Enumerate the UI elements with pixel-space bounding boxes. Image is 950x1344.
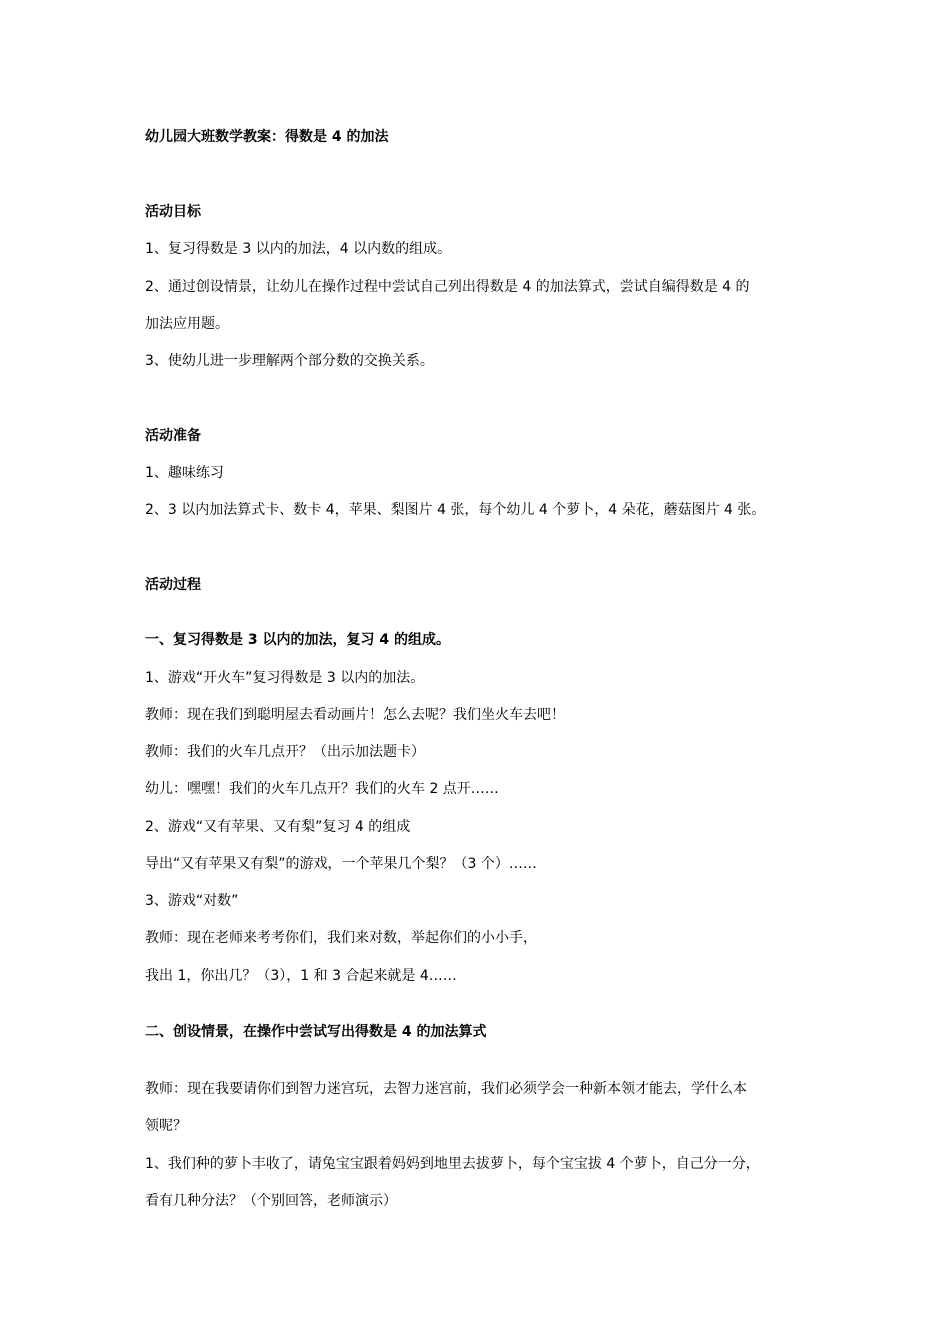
goals-item-2: 2、通过创设情景，让幼儿在操作过程中尝试自己列出得数是 4 的加法算式，尝试自编得数是 4 的 xyxy=(145,279,750,295)
part1-line-6: 导出“又有苹果又有梨”的游戏，一个苹果几个梨？（3 个）…… xyxy=(145,856,537,872)
goals-item-3: 3、使幼儿进一步理解两个部分数的交换关系。 xyxy=(145,353,434,369)
part1-line-5: 2、游戏“又有苹果、又有梨”复习 4 的组成 xyxy=(145,819,411,835)
prep-item-1: 1、趣味练习 xyxy=(145,465,224,481)
part1-heading: 一、复习得数是 3 以内的加法，复习 4 的组成。 xyxy=(145,632,450,648)
part1-line-3: 教师：我们的火车几点开？（出示加法题卡） xyxy=(145,744,425,760)
part2-line-4: 看有几种分法？（个别回答，老师演示） xyxy=(145,1193,397,1209)
part1-line-4: 幼儿：嘿嘿！我们的火车几点开？我们的火车 2 点开…… xyxy=(145,781,499,797)
process-heading: 活动过程 xyxy=(145,577,201,593)
goals-item-1: 1、复习得数是 3 以内的加法，4 以内数的组成。 xyxy=(145,241,452,257)
part2-line-2: 领呢？ xyxy=(145,1118,187,1134)
prep-heading: 活动准备 xyxy=(145,428,201,444)
part1-line-8: 教师：现在老师来考考你们，我们来对数，举起你们的小小手， xyxy=(145,930,537,946)
goals-item-2-continued: 加法应用题。 xyxy=(145,316,229,332)
part1-line-9: 我出 1，你出几？（3），1 和 3 合起来就是 4…… xyxy=(145,968,457,984)
part2-line-1: 教师：现在我要请你们到智力迷宫玩，去智力迷宫前，我们必须学会一种新本领才能去，学什么本 xyxy=(145,1081,747,1097)
document-title: 幼儿园大班数学教案：得数是 4 的加法 xyxy=(145,129,389,145)
part1-line-1: 1、游戏“开火车”复习得数是 3 以内的加法。 xyxy=(145,670,425,686)
part1-line-7: 3、游戏“对数” xyxy=(145,893,239,909)
part2-heading: 二、创设情景，在操作中尝试写出得数是 4 的加法算式 xyxy=(145,1024,487,1040)
goals-heading: 活动目标 xyxy=(145,204,201,220)
part2-line-3: 1、我们种的萝卜丰收了，请兔宝宝跟着妈妈到地里去拔萝卜，每个宝宝拔 4 个萝卜，自己分一分， xyxy=(145,1156,760,1172)
prep-item-2: 2、3 以内加法算式卡、数卡 4，苹果、梨图片 4 张，每个幼儿 4 个萝卜，4 朵花，蘑菇图片 4 张。 xyxy=(145,502,766,518)
part1-line-2: 教师：现在我们到聪明屋去看动画片！怎么去呢？我们坐火车去吧！ xyxy=(145,707,565,723)
